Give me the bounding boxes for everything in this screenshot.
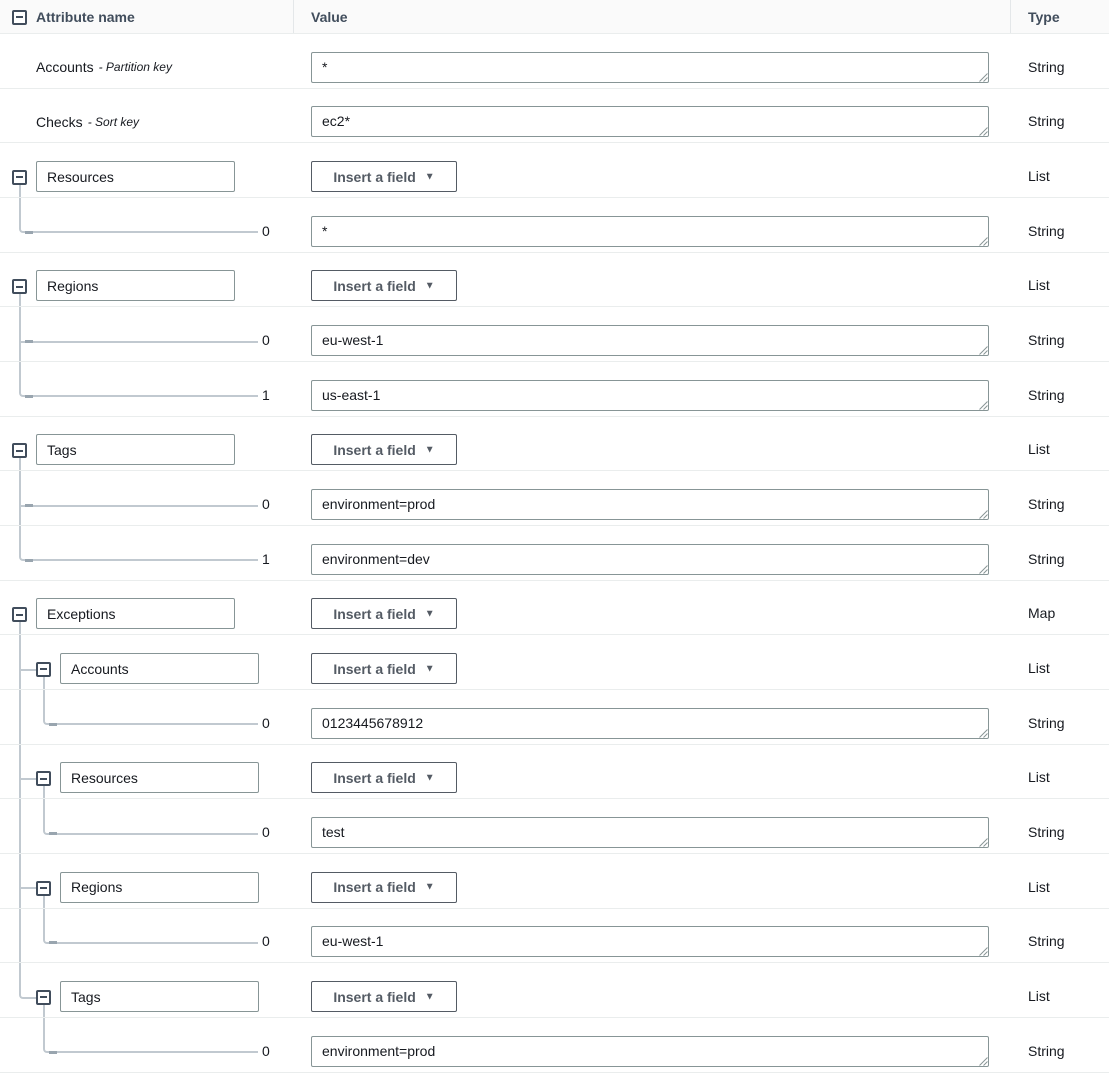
tree-elbow (43, 690, 259, 725)
caret-down-icon: ▼ (424, 608, 435, 620)
tree-line (19, 458, 21, 470)
tree-elbow (19, 963, 38, 998)
column-divider (1010, 0, 1011, 33)
type-label: String (1028, 1042, 1065, 1059)
attribute-name-input[interactable] (36, 434, 235, 465)
tree-dash-icon (25, 504, 33, 507)
caret-down-icon: ▼ (424, 171, 435, 183)
insert-field-button[interactable] (311, 981, 457, 1012)
value-field (311, 52, 989, 83)
index-label: 0 (262, 222, 270, 239)
attribute-name-input[interactable] (36, 161, 235, 192)
caret-down-icon: ▼ (424, 881, 435, 893)
value-textarea[interactable] (311, 544, 989, 575)
tree-dash-icon (25, 340, 33, 343)
tree-elbow (43, 1018, 259, 1053)
attribute-row (0, 1018, 1109, 1073)
tree-line (19, 471, 21, 525)
table-header (0, 0, 1109, 34)
tree-line (19, 307, 21, 361)
key-role-label: - Sort key (87, 114, 140, 129)
collapse-toggle-icon[interactable] (36, 662, 51, 677)
index-label: 0 (262, 933, 270, 950)
insert-field-label: Insert a field (333, 277, 416, 294)
attribute-row (0, 690, 1109, 745)
tree-line (19, 185, 21, 197)
value-textarea[interactable] (311, 380, 989, 411)
collapse-toggle-icon[interactable] (12, 170, 27, 185)
attribute-row (0, 89, 1109, 144)
tree-line (43, 677, 45, 689)
type-label: String (1028, 222, 1065, 239)
collapse-toggle-icon[interactable] (12, 607, 27, 622)
caret-down-icon: ▼ (424, 991, 435, 1003)
attribute-row (0, 253, 1109, 308)
attribute-row (0, 307, 1109, 362)
insert-field-button[interactable] (311, 872, 457, 903)
index-label: 0 (262, 496, 270, 513)
tree-line (19, 622, 21, 634)
value-field (311, 926, 989, 957)
tree-dash-icon (25, 395, 33, 398)
type-label: List (1028, 441, 1050, 458)
attribute-name-text: Checks (36, 113, 83, 130)
type-label: String (1028, 113, 1065, 130)
collapse-toggle-icon[interactable] (12, 443, 27, 458)
caret-down-icon: ▼ (424, 280, 435, 292)
caret-down-icon: ▼ (424, 772, 435, 784)
attribute-name-input[interactable] (60, 872, 259, 903)
attribute-key-label (36, 106, 139, 137)
value-field (311, 817, 989, 848)
attribute-name-input[interactable] (60, 653, 259, 684)
value-textarea[interactable] (311, 52, 989, 83)
insert-field-label: Insert a field (333, 605, 416, 622)
value-field (311, 325, 989, 356)
attribute-row (0, 581, 1109, 636)
tree-elbow (19, 526, 259, 561)
type-label: String (1028, 933, 1065, 950)
attribute-name-text: Accounts (36, 59, 94, 76)
tree-line (43, 896, 45, 908)
attribute-row (0, 909, 1109, 964)
collapse-toggle-icon[interactable] (36, 881, 51, 896)
index-label: 1 (262, 550, 270, 567)
tree-elbow (19, 362, 259, 397)
tree-line (19, 854, 21, 908)
tree-dash-icon (25, 231, 33, 234)
tree-dash-icon (25, 559, 33, 562)
attribute-row (0, 34, 1109, 89)
type-column-header: Type (1028, 9, 1060, 25)
tree-line (43, 786, 45, 798)
attribute-row (0, 143, 1109, 198)
attribute-row (0, 745, 1109, 800)
attribute-row (0, 854, 1109, 909)
type-label: String (1028, 824, 1065, 841)
tree-elbow (19, 198, 259, 233)
attribute-name-input[interactable] (60, 981, 259, 1012)
tree-line (20, 341, 259, 343)
tree-line (19, 690, 21, 744)
value-textarea[interactable] (311, 325, 989, 356)
insert-field-label: Insert a field (333, 441, 416, 458)
value-textarea[interactable] (311, 106, 989, 137)
type-label: String (1028, 386, 1065, 403)
attribute-row (0, 526, 1109, 581)
attribute-name-input[interactable] (36, 598, 235, 629)
attribute-row (0, 963, 1109, 1018)
collapse-toggle-icon[interactable] (36, 990, 51, 1005)
insert-field-label: Insert a field (333, 988, 416, 1005)
tree-line (19, 635, 21, 689)
value-textarea[interactable] (311, 926, 989, 957)
tree-line (20, 778, 38, 780)
insert-field-label: Insert a field (333, 168, 416, 185)
value-textarea[interactable] (311, 1036, 989, 1067)
value-textarea[interactable] (311, 708, 989, 739)
caret-down-icon: ▼ (424, 444, 435, 456)
value-field (311, 106, 989, 137)
attribute-row (0, 635, 1109, 690)
column-divider (293, 0, 294, 33)
insert-field-button[interactable] (311, 762, 457, 793)
attribute-key-label (36, 52, 172, 83)
tree-dash-icon (49, 723, 57, 726)
key-role-label: - Partition key (98, 60, 172, 75)
insert-field-button[interactable] (311, 161, 457, 192)
type-label: List (1028, 168, 1050, 185)
type-label: String (1028, 332, 1065, 349)
type-label: List (1028, 660, 1050, 677)
type-label: String (1028, 550, 1065, 567)
type-label: List (1028, 769, 1050, 786)
collapse-toggle-icon[interactable] (36, 771, 51, 786)
type-label: List (1028, 988, 1050, 1005)
value-field (311, 544, 989, 575)
tree-elbow (43, 799, 259, 834)
tree-dash-icon (49, 941, 57, 944)
tree-dash-icon (49, 1051, 57, 1054)
attribute-name-column-header: Attribute name (36, 9, 135, 25)
tree-line (20, 669, 38, 671)
attribute-rows (0, 34, 1109, 1073)
tree-elbow (43, 909, 259, 944)
index-label: 0 (262, 714, 270, 731)
tree-line (43, 1005, 45, 1017)
tree-line (19, 909, 21, 963)
type-label: String (1028, 58, 1065, 75)
value-textarea[interactable] (311, 489, 989, 520)
index-label: 0 (262, 1042, 270, 1059)
type-label: Map (1028, 605, 1056, 622)
insert-field-label: Insert a field (333, 769, 416, 786)
tree-line (19, 745, 21, 799)
value-field (311, 708, 989, 739)
value-textarea[interactable] (311, 817, 989, 848)
collapse-all-icon[interactable] (12, 10, 27, 25)
insert-field-button[interactable] (311, 653, 457, 684)
value-field (311, 489, 989, 520)
attribute-name-input[interactable] (60, 762, 259, 793)
attribute-name-input[interactable] (36, 270, 235, 301)
value-field (311, 1036, 989, 1067)
index-label: 1 (262, 386, 270, 403)
caret-down-icon: ▼ (424, 663, 435, 675)
insert-field-label: Insert a field (333, 879, 416, 896)
tree-line (20, 887, 38, 889)
value-field (311, 380, 989, 411)
type-label: String (1028, 714, 1065, 731)
attribute-row (0, 471, 1109, 526)
insert-field-label: Insert a field (333, 660, 416, 677)
attribute-row (0, 362, 1109, 417)
index-label: 0 (262, 332, 270, 349)
type-label: List (1028, 878, 1050, 895)
attribute-row (0, 198, 1109, 253)
tree-line (19, 294, 21, 306)
insert-field-button[interactable] (311, 434, 457, 465)
value-textarea[interactable] (311, 216, 989, 247)
value-column-header: Value (311, 9, 348, 25)
tree-line (19, 799, 21, 853)
insert-field-button[interactable] (311, 598, 457, 629)
type-label: String (1028, 496, 1065, 513)
attribute-row (0, 417, 1109, 472)
tree-line (20, 505, 259, 507)
value-field (311, 216, 989, 247)
tree-dash-icon (49, 832, 57, 835)
insert-field-button[interactable] (311, 270, 457, 301)
attribute-row (0, 799, 1109, 854)
collapse-toggle-icon[interactable] (12, 279, 27, 294)
type-label: List (1028, 277, 1050, 294)
index-label: 0 (262, 824, 270, 841)
